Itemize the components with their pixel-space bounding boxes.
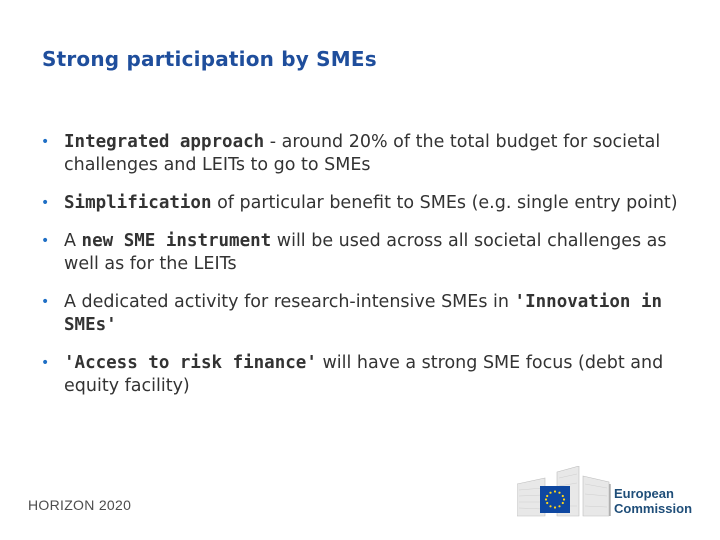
bullet-text: will have a strong SME focus (debt and equity facility)	[64, 353, 664, 396]
organisation-name	[614, 486, 692, 516]
bullet-text: A dedicated activity for research-intensive SMEs in	[64, 292, 515, 312]
footer-programme-label: HORIZON 2020	[28, 497, 132, 513]
bullet-list	[40, 131, 695, 413]
organisation-name-line1: European	[614, 486, 674, 501]
bullet-bold-text: Integrated approach	[64, 132, 265, 152]
bullet-item	[40, 352, 695, 398]
bullet-text: - around 20% of the total budget for societal challenges and LEITs to go to SMEs	[64, 132, 661, 175]
eu-flag-icon	[540, 486, 570, 513]
organisation-name-line2: Commission	[614, 501, 693, 516]
bullet-item	[40, 131, 695, 177]
bullet-bold-text: 'Innovation in SMEs'	[64, 292, 663, 335]
bullet-item	[40, 291, 695, 337]
bullet-marker: •	[41, 355, 50, 371]
bullet-bold-text: Simplification	[64, 193, 212, 213]
bullet-bold-text: 'Access to risk finance'	[64, 353, 317, 373]
bullet-marker: •	[41, 294, 50, 310]
bullet-marker: •	[41, 134, 50, 150]
bullet-item	[40, 192, 695, 215]
bullet-marker: •	[41, 233, 50, 249]
bullet-text: of particular benefit to SMEs (e.g. single entry point)	[211, 193, 678, 213]
bullet-text: will be used across all societal challenges as well as for the LEITs	[64, 231, 667, 274]
bullet-bold-text: new SME instrument	[81, 231, 272, 251]
bullet-text: A	[64, 231, 82, 251]
slide-title: Strong participation by SMEs	[42, 47, 377, 71]
bullet-marker: •	[41, 195, 50, 211]
bullet-item	[40, 230, 695, 276]
